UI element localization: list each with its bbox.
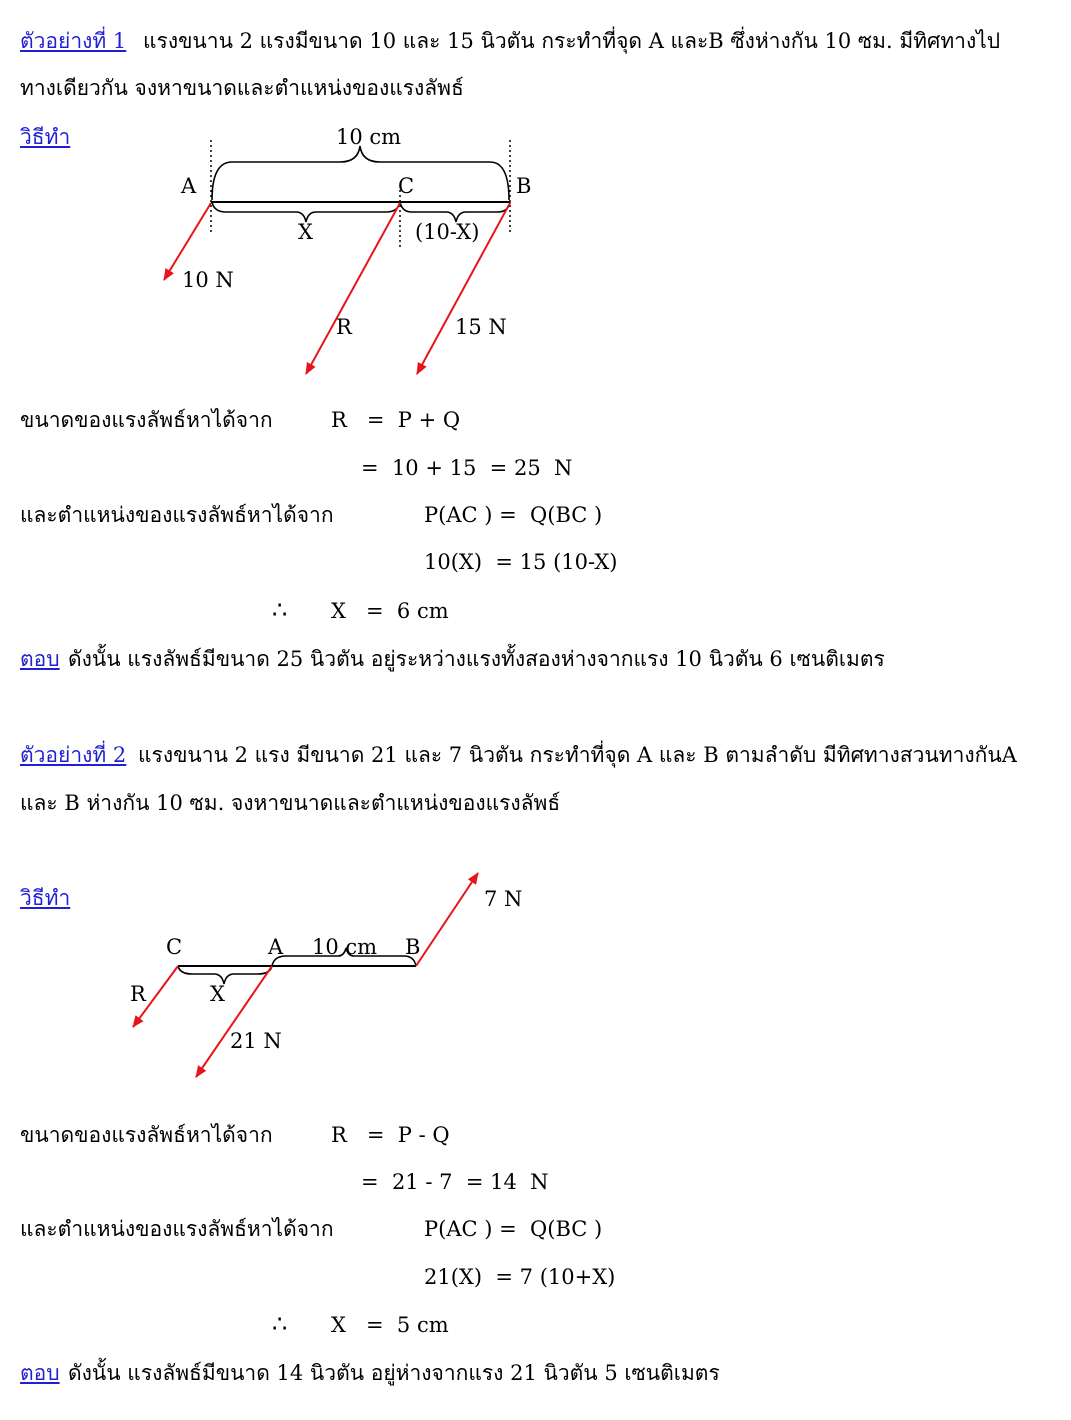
example2-problem-line2: และ B ห่างกัน 10 ซม. จงหาขนาดและตำแหน่งของแรงลัพธ์ [20,791,561,815]
label-7n: 7 N [484,887,523,911]
example1-mag-eq2: = 10 + 15 = 25 N [361,456,573,480]
label-point-a: A [181,174,197,198]
example1-therefore-symbol: ∴ [272,596,288,624]
label-point-b: B [516,174,532,198]
label-r: R [336,315,352,339]
example1-mag-intro: ขนาดของแรงลัพธ์หาได้จาก [20,408,273,432]
example2-pos-eq1: P(AC ) = Q(BC ) [424,1217,603,1241]
example1-result: X = 6 cm [331,599,449,623]
label2-point-a: A [268,935,284,959]
example2-pos-intro: และตำแหน่งของแรงลัพธ์หาได้จาก [20,1217,334,1241]
brace-x2 [178,966,272,984]
label2-10cm: 10 cm [312,935,378,959]
example1-pos-eq1: P(AC ) = Q(BC ) [424,503,603,527]
example1-method-label: วิธีทำ [20,125,71,149]
example1-problem-line2: ทางเดียวกัน จงหาขนาดและตำแหน่งของแรงลัพธ์ [20,76,464,100]
example2-answer-label: ตอบ [20,1361,60,1385]
example2-therefore-symbol: ∴ [272,1310,288,1338]
example1-pos-eq2: 10(X) = 15 (10-X) [424,550,618,574]
example2-mag-eq1: R = P - Q [331,1123,450,1147]
label2-r: R [130,982,146,1006]
label2-point-b: B [405,935,421,959]
example2-result: X = 5 cm [331,1313,449,1337]
example1-mag-eq1: R = P + Q [331,408,461,432]
example1-answer-label: ตอบ [20,647,60,671]
label-10n: 10 N [182,268,234,292]
label2-point-c: C [166,935,183,959]
arrow-21n [196,966,272,1077]
example2-heading: ตัวอย่างที่ 2 [20,743,127,767]
label2-x: X [210,982,225,1006]
example2-mag-intro: ขนาดของแรงลัพธ์หาได้จาก [20,1123,273,1147]
example1-heading: ตัวอย่างที่ 1 [20,29,127,53]
label-10cm: 10 cm [336,125,402,149]
example2-mag-eq2: = 21 - 7 = 14 N [361,1170,549,1194]
label-x: X [298,220,313,244]
label-10-minus-x: (10-X) [415,220,480,244]
example1-answer-text: ดังนั้น แรงลัพธ์มีขนาด 25 นิวตัน อยู่ระหว่างแรงทั้งสองห่างจากแรง 10 นิวตัน 6 เซนติเมตร [68,647,885,671]
example1-pos-intro: และตำแหน่งของแรงลัพธ์หาได้จาก [20,503,334,527]
arrow-7n [416,873,478,966]
example2-pos-eq2: 21(X) = 7 (10+X) [424,1265,616,1289]
label-point-c: C [398,174,415,198]
example2-problem-line1: แรงขนาน 2 แรง มีขนาด 21 และ 7 นิวตัน กระทำที่จุด A และ B ตามลำดับ มีทิศทางสวนทางกันA [138,743,1017,767]
label-21n: 21 N [230,1029,282,1053]
label-15n: 15 N [455,315,507,339]
example2-method-label: วิธีทำ [20,886,71,910]
example1-problem-line1: แรงขนาน 2 แรงมีขนาด 10 และ 15 นิวตัน กระทำที่จุด A และB ซึ่งห่างกัน 10 ซม. มีทิศทางไป [143,29,1001,53]
example2-answer-text: ดังนั้น แรงลัพธ์มีขนาด 14 นิวตัน อยู่ห่างจากแรง 21 นิวตัน 5 เซนติเมตร [68,1361,720,1385]
